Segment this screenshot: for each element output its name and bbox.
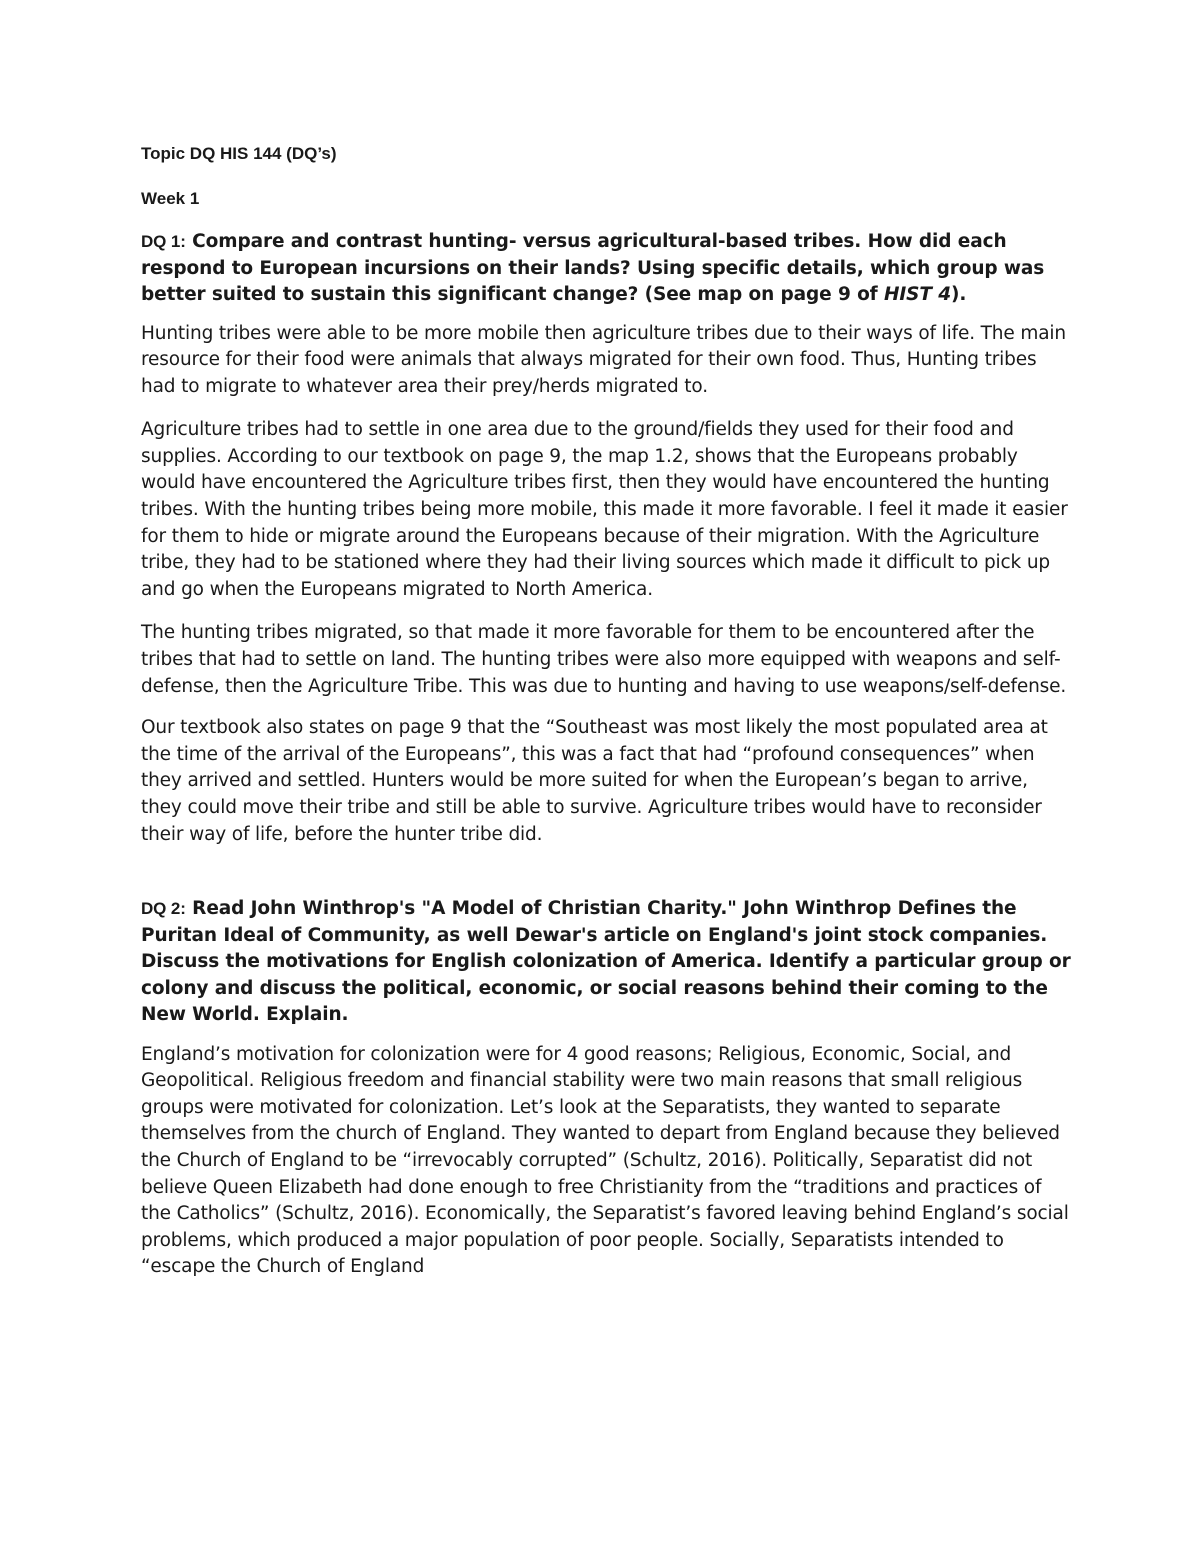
dq1-paragraph: Agriculture tribes had to settle in one area due to the ground/fields they used for their food and supplies. According to our textbook on page 9, the map 1.2, shows that the Europeans probably would have encountered the Agriculture tribes first, then they would have encountered the hunting tribes. With the hunting tribes being more mobile, this made it more favorable. I feel it made it easier for them to hide or migrate around the Europeans because of their migration. With the Agriculture tribe, they had to be stationed where they had their living sources which made it difficult to pick up and go when the Europeans migrated to North America.	[141, 419, 1068, 600]
dq1-paragraph: The hunting tribes migrated, so that made it more favorable for them to be encountered after the tribes that had to settle on land. The hunting tribes were also more equipped with weapons and self-defense, then the Agriculture Tribe. This was due to hunting and having to use weapons/self-defense.	[141, 622, 1067, 697]
dq1-paragraph: Our textbook also states on page 9 that the “Southeast was most likely the most populated area at the time of the arrival of the Europeans”, this was a fact that had “profound consequences” when they arrived and settled. Hunters would be more suited for when the European’s began to arrive, they could move their tribe and still be able to survive. Agriculture tribes would have to reconsider their way of life, before the hunter tribe did.	[141, 717, 1048, 845]
dq1-question-end: ).	[951, 284, 967, 305]
dq1-paragraph: Hunting tribes were able to be more mobile then agriculture tribes due to their ways of life. The main resource for their food were animals that always migrated for their own food. Thus, Hunting tribes had to migrate to whatever area their prey/herds migrated to.	[141, 322, 1066, 397]
document-content	[141, 143, 1071, 1281]
dq1-question-italic: HIST 4	[883, 284, 951, 305]
dq2-question	[141, 896, 1071, 1029]
dq2-question-text: Read John Winthrop's "A Model of Christian Charity." John Winthrop Defines the Puritan Ideal of Community, as well Dewar's article on England's joint stock companies. Discuss the motivations for English colonization of America. Identify a particular group or colony and discuss the political, economic, or social reasons behind their coming to the New World. Explain.	[141, 898, 1071, 1026]
dq1-question	[141, 229, 1071, 309]
dq1-question-text: Compare and contrast hunting- versus agricultural-based tribes. How did each respond to European incursions on their lands? Using specific details, which group was better suited to sustain this significant change? (See map on page 9 of	[141, 231, 1045, 305]
dq2-label: DQ 2:	[141, 899, 186, 919]
week-heading: Week 1	[141, 189, 200, 208]
section-spacer	[141, 848, 1071, 896]
document-title: Topic DQ HIS 144 (DQ’s)	[141, 144, 337, 163]
dq2-paragraph: England’s motivation for colonization were for 4 good reasons; Religious, Economic, Social, and Geopolitical. Religious freedom and financial stability were two main reasons that small religious groups were motivated for colonization. Let’s look at the Separatists, they wanted to separate themselves from the church of England. They wanted to depart from England because they believed the Church of England to be “irrevocably corrupted” (Schultz, 2016). Politically, Separatist did not believe Queen Elizabeth had done enough to free Christianity from the “traditions and practices of the Catholics” (Schultz, 2016). Economically, the Separatist’s favored leaving behind England’s social problems, which produced a major population of poor people. Socially, Separatists intended to “escape the Church of England	[141, 1043, 1069, 1278]
dq1-label: DQ 1:	[141, 232, 186, 251]
